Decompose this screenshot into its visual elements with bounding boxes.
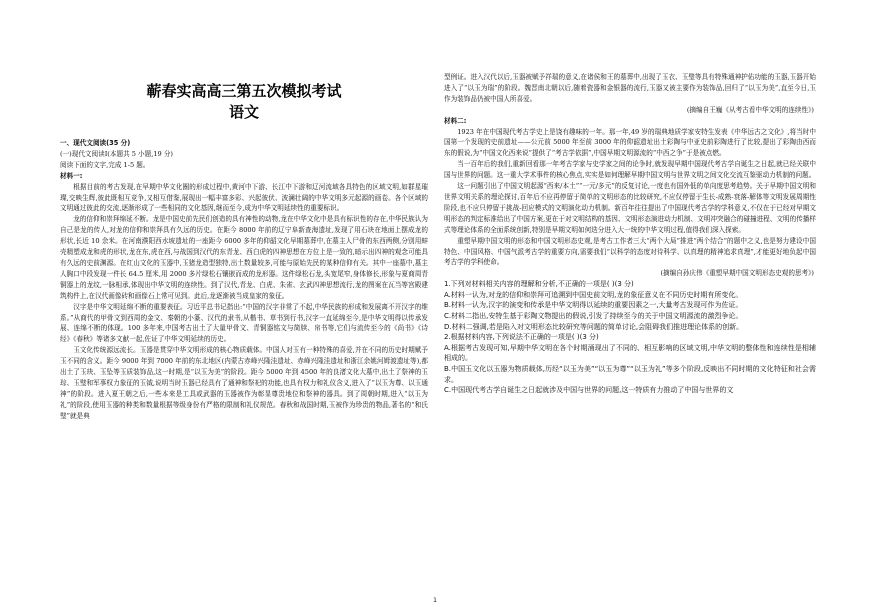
question-1-option-b: B.材料一认为,汉字的演变和传承是中华文明得以延续的重要因素之一,大量考古发现可作为佐证。 (444, 301, 743, 310)
left-column (60, 138, 428, 598)
material2-label: 材料二: (444, 116, 467, 125)
material2-paragraph: 1923 年在中国现代考古学史上是饶有趣味的一年。那一年,49 岁的瑞典地质学家安特生发表《中华远古之文化》,将当时中国第一个发现的史前遗址——公元前 5000 年至前 3000 年的仰韶遗址出土彩陶与中亚史前彩陶进行了比较,提出了彩陶由西而东的假说,为“中国文化西来说”提供了“考古学依据”,中国早期文明源流的“中西之争”于是被点燃。 (444, 127, 816, 158)
page-number: 1 (433, 597, 437, 604)
question-1-option-d: D.材料二强调,若是陷入对文明形态比较研究等问题的简单讨论,会阻碍我们推进理论体系的创新。 (444, 322, 744, 331)
source-citation: (摘编自孙庆伟《重塑早期中国文明形态史观的思考》) (660, 269, 814, 278)
question-2: 2.根据材料内容,下列说法不正确的一项是( )(3 分) (444, 333, 599, 342)
material1-paragraph: 汉字是中华文明延绵不断的重要表征。习近平总书记指出:“中国的汉字非常了不起,中华民族的形成和发展离不开汉字的维系。”从商代的甲骨文到西周的金文、秦朝的小篆、汉代的隶书,从楷书、草书到行书,汉字一直延绵至今,是中华文明得以传承发展、连绵不断的体现。100 多年来,中国考古出土了大量甲骨文、青铜器铭文与简牍、帛书等,它们与流传至今的《尚书》《诗经》《春秋》等诸多文献一起,佐证了中华文明延续的历史。 (60, 302, 428, 344)
question-2-option-b: B.中国玉文化以玉器为物质载体,历经“以玉为美”“以玉为尊”“以玉为礼”等多个阶段,反映出不同时期的文化特征和社会需求。 (444, 364, 816, 384)
question-1-option-c: C.材料二指出,安特生基于彩陶文物提出的假说,引发了持续至今的关于中国文明源流的激烈争论。 (444, 312, 743, 320)
material1-label: 材料一: (60, 171, 83, 180)
exam-subject: 语文 (228, 103, 259, 121)
source-citation: (摘编自王巍《从考古看中华文明的连续性》) (686, 105, 814, 114)
exam-title: 蕲春实高高三第五次模拟考试 (146, 82, 342, 100)
material1-paragraph: 根据目前的考古发现,在早期中华文化圈的形成过程中,黄河中下游、长江中下游和辽河流域各具特色的区域文明,如群星璀璨,交映生辉,彼此既相互竞争,又相互借鉴,展现出一幅丰富多彩、兴起彼伏、波澜壮阔的中华文明多元起源的画卷。各个区域的文明通过彼此的交流,逐渐形成了一些相同的文化基因,继而至今,成为中华文明延续性的重要标识。 (60, 182, 428, 213)
material2-paragraph: 当一百年后的我们,重新回看那一年考古学家与史学家之间的论争时,就发现早期中国现代考古学自诞生之日起,就已经关联中国与世界的问题。这一重大学术事件的核心焦点,实实是如何理解早期中国文明与世界文明之间文化交流互鉴驱动力机制的问题。 (444, 160, 816, 180)
question-1-option-a: A.材料一认为,对龙的信仰和崇拜可追溯到中国史前文明,龙的象征意义在不同历史时期有所变化。 (444, 290, 743, 299)
right-column (444, 72, 816, 602)
subsection-heading: (一)现代文阅读Ⅰ(本题共 5 小题,19 分) (60, 149, 173, 158)
material1-paragraph: 型例证。进入汉代以后,玉器被赋予祥瑞的意义,在诸侯和王的墓葬中,出现了玉衣、玉璧等具有特殊通神护佑功能的玉器,玉器开始进入了“以玉为瑞”的阶段。魏晋南北朝以后,随着瓷器和金银器的流行,玉器又被主要作为装饰品,回归了“以玉为美”,直至今日,玉作为装饰品仍被中国人所喜爱。 (444, 73, 816, 103)
section-heading: 一、现代文阅读(35 分) (60, 139, 131, 147)
question-1: 1.下列对材料相关内容的理解和分析,不正确的一项是( )(3 分) (444, 280, 634, 289)
material1-paragraph: 龙的信仰和崇拜绵延不断。龙是中国史前先民们创造的具有神性的动物,龙在中华文化中是具有标识性的存在,中华民族认为自己是龙的传人,对龙的信仰和崇拜具有久远的历史。在距今 8000 年前的辽宁阜新查海遗址,发现了用石块在地面上摆成龙的形状,长近 10 余米。在河南濮阳西水坡遗址的一座距今 6000 多年的仰韶文化早期墓葬中,在墓主人尸骨的东西两侧,分别用蚌壳精塑成龙和虎的形状,龙在东,虎在西,与战国到汉代的东青龙、西白虎的四神思想在方位上是一致的,暗示出四神的观念可能具有久远的史前渊源。在红山文化的玉器中,玉猪龙造型独特,出土数量较多,可能与原始先民的某种信仰有关。其中一座墓中,墓主人胸口中段发现一件长 64.5 厘米,用 2000 多片绿松石镶嵌而成的龙形器。这件绿松石龙,头宽尾窄,身体修长,形象与夏商周青铜器上的龙纹,一脉相承,体现出中华文明的连续性。到了汉代,青龙、白虎、朱雀、玄武四神思想流行,龙的图案在瓦当等宫殿建筑构件上,在汉代画像砖和画像石上常可见到。此后,龙逐渐被当成皇家的象征。 (60, 215, 428, 300)
material1-paragraph: 玉文化传统源远流长。玉器是贯穿中华文明形成的核心物质载体。中国人对玉有一种特殊的喜爱,并在不同的历史时期赋予玉不同的含义。距今 9000 年到 7000 年前的东北地区(内蒙古赤峰兴隆洼遗址、赤峰兴隆洼遗址和浙江余姚河姆渡遗址等),都出土了玉玦、玉坠等玉质装饰品,这一时期,是“以玉为美”的阶段。距今 5000 年到 4500 年的良渚文化大墓中,出土了祭神的玉琮、玉璧和军事权力象征的玉钺,说明当时玉器已经具有了通神和祭祀的功能,也具有权力和礼仪含义,进入了“以玉为尊、以玉通神”的阶段。进入夏王朝之后,一些本来是工具或武器的玉器被作为彰显尊贵地位和祭神的器具。到了周朝时期,进入“以玉为礼”的阶段,使用玉器的种类和数量根据等级身份有严格的限制和礼仪规范。春秋和战国时期,玉被作为珍贵的物品,著名的“和氏璧”就是典 (60, 346, 428, 420)
question-2-option-c: C.中国现代考古学自诞生之日起就涉及中国与世界的问题,这一特质有力推动了中国与世界的文 (444, 386, 734, 395)
material2-paragraph: 这一问题引出了中国文明起源“西来/本土”“一元/多元”的反复讨论,一度也有国外低的单向度思考趋势。关于早期中国文明和世界文明关系的理论探讨,百年后不应再停留于简单的文明形态的比较研究,不应仅停留于生长-成熟-衰落-解体等文明发展周期性阶段,也不应只停留于挑战-回应模式的文明演化动力机制。新百年往往提出了中国现代考古学的学科意义,不仅在于已经对早期文明形态的判定标准给出了中国方案,更在于对文明结构的基因、文明形态演进动力机制、文明冲突融合的碰撞进程、文明的传播样式等理论体系的全面系统创新,特别是早期文明如何迭分进入大一统的中华文明过程,值得我们深入探索。 (444, 182, 816, 234)
question-2-option-a: A.根据考古发现可知,早期中华文明在各个时期涌现出了不同的、相互影响的区域文明,中华文明的整体性和连续性是相辅相成的。 (444, 343, 816, 363)
material2-paragraph: 重塑早期中国文明的形态和中国文明形态史观,是考古工作者三大“两个大局”推进“两个结合”的题中之义,也是努力建设中国特色、中国风格、中国气派考古学的重要方向,需要我们“以科学的态度对待科学、以真理的精神追求真理”,才能更好地负起中国考古学的学科使命。 (444, 236, 816, 267)
instruction-text: 阅读下面的文字,完成 1-5 题。 (60, 160, 150, 169)
